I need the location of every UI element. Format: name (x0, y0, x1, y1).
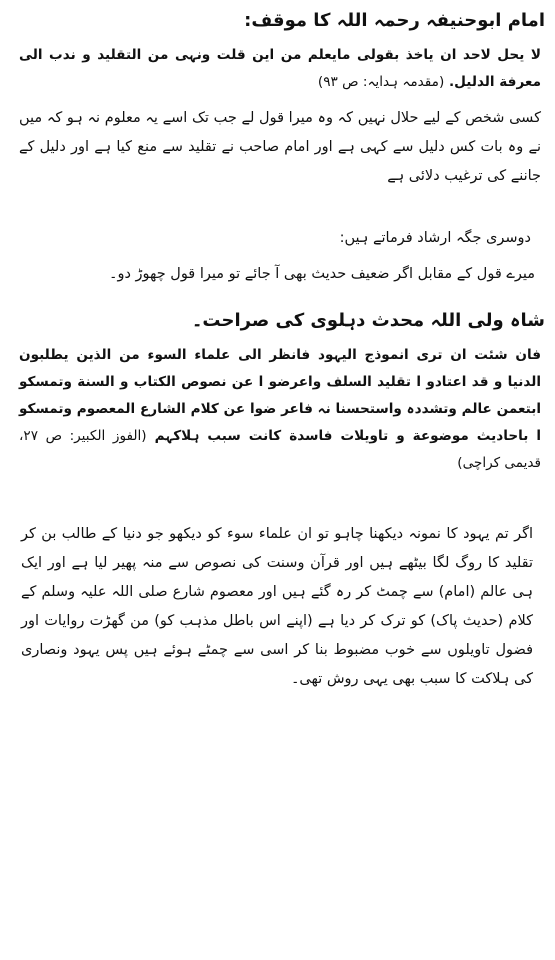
urdu-translation-shah-waliullah: اگر تم یہود کا نمونہ دیکھنا چاہو تو ان علماء سوء کو دیکھو جو دنیا کے طالب بن کر تقلید کا روگ لگا بیٹھے ہیں اور قرآن وسنت کی نصوص سے منہ پھیر لیا ہے اور ایک ہی عالم (امام) سے چمٹ کر رہ گئے ہیں اور معصوم شارع صلی اللہ علیہ وسلم کے کلام (حدیث پاک) کو ترک کر دیا ہے (اپنے اس باطل مذہب کو) من گھڑت روایات اور فضول تاویلوں سے خوب مضبوط بنا کر اسی سے چمٹے ہوئے ہیں پس یہود ونصاری کی ہلاکت کا سبب بھی یہی روش تھی۔ (21, 526, 533, 687)
citation-al-fauz-al-kabir: (الفوز الکبیر: ص ۲۷، قدیمی کراچی) (19, 428, 541, 471)
urdu-translation-abu-hanifa: کسی شخص کے لیے حلال نہیں کہ وہ میرا قول لے جب تک اسے یہ معلوم نہ ہو کہ میں نے وہ بات کس دلیل سے کہی ہے اور امام صاحب نے تقلید سے منع کیا ہے اور دلیل کے جاننے کی ترغیب دلائی ہے (19, 110, 541, 184)
arabic-quote-shah-waliullah (19, 342, 541, 477)
arabic-quote-text: لا یحل لاحد ان یاخذ بقولی مایعلم من این قلت ونہی من التقلید و ندب الی معرفة الدلیل. (19, 47, 541, 90)
intro-another-saying: دوسری جگہ ارشاد فرماتے ہیں: (339, 230, 531, 246)
second-quote-abu-hanifa: میرے قول کے مقابل اگر ضعیف حدیث بھی آ جائے تو میرا قول چھوڑ دو۔ (108, 266, 535, 282)
heading-shah-waliullah-statement: شاہ ولی اللہ محدث دہلوی کی صراحت۔ (191, 310, 545, 331)
arabic-quote-text-2: فان شئت ان تری انموذج الیہود فانظر الی علماء السوء من الذین یطلبون الدنیا و قد اعتادو ا تقلید السلف واعرضو ا عن نصوص الکتاب و السنة وتمسکو ابتعمن عالم وتشددہ واستحسنا نہ فاعر ضوا عن کلام الشارع المعصوم وتمسکو ا باحادیث موضوعة و تاویلات فاسدة کانت سبب ہلاکہم (19, 347, 541, 444)
arabic-quote-abu-hanifa (19, 42, 541, 96)
heading-imam-abu-hanifa-position: امام ابوحنیفہ رحمہ اللہ کا موقف: (244, 10, 545, 31)
citation-muqaddima-hidaya: (مقدمہ ہدایہ: ص ۹۳) (317, 74, 445, 90)
